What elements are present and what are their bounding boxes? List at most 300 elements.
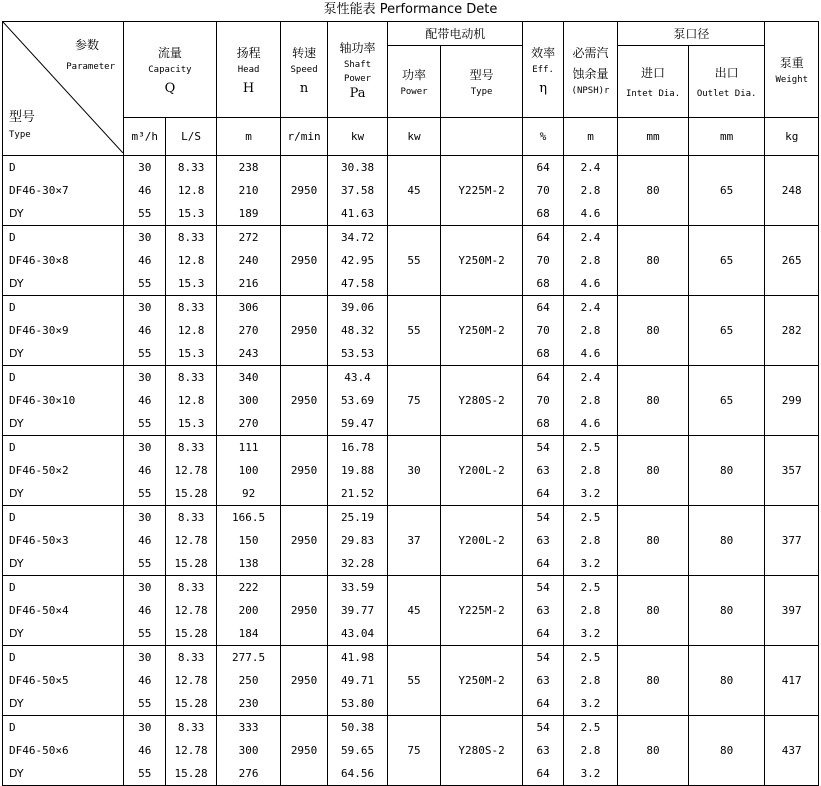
unit-weight: kg bbox=[765, 118, 819, 156]
eff-label-en: Eff. bbox=[532, 64, 554, 75]
shaft-power-header bbox=[327, 22, 388, 118]
capacity-m3h-cell bbox=[124, 506, 166, 576]
unit-outlet: mm bbox=[688, 118, 765, 156]
efficiency-cell-value: 54 bbox=[536, 581, 550, 594]
efficiency-cell-value: 64 bbox=[536, 627, 550, 640]
capacity-ls-cell-value: 15.28 bbox=[174, 767, 208, 780]
head-label-cn: 扬程 bbox=[236, 45, 261, 60]
efficiency-cell-value: 70 bbox=[536, 324, 550, 337]
capacity-ls-cell-value: 8.33 bbox=[177, 511, 205, 524]
capacity-m3h-cell-value: 30 bbox=[138, 441, 152, 454]
head-symbol: H bbox=[242, 80, 255, 96]
type-cell-value: DY bbox=[9, 487, 24, 500]
motor-power-cell: 55 bbox=[388, 226, 440, 296]
shaft-power-cell-value: 30.38 bbox=[340, 161, 375, 174]
motor-power-cell: 55 bbox=[388, 646, 440, 716]
motor-type-cell: Y200L-2 bbox=[440, 506, 523, 576]
speed-cell: 2950 bbox=[281, 716, 327, 786]
shaft-power-cell-value: 59.47 bbox=[340, 417, 375, 430]
capacity-m3h-cell-value: 55 bbox=[138, 487, 152, 500]
weight-cell: 397 bbox=[765, 576, 819, 646]
npsh-cell-value: 2.8 bbox=[580, 604, 601, 617]
speed-cell: 2950 bbox=[281, 156, 327, 226]
shaft-power-cell-value: 39.06 bbox=[340, 301, 375, 314]
npsh-cell-value: 4.6 bbox=[580, 417, 601, 430]
head-cell-value: 277.5 bbox=[232, 651, 266, 664]
shaft-power-cell-value: 33.59 bbox=[340, 581, 375, 594]
efficiency-cell-value: 64 bbox=[536, 697, 550, 710]
head-cell bbox=[216, 156, 281, 226]
table-row bbox=[3, 156, 819, 226]
shaft-label-cn: 轴功率 bbox=[339, 40, 376, 55]
shaft-power-cell-value: 41.98 bbox=[340, 651, 375, 664]
motor-power-cell: 75 bbox=[388, 716, 440, 786]
npsh-cell-value: 2.8 bbox=[580, 394, 601, 407]
header-row-1 bbox=[3, 22, 819, 46]
shaft-power-cell bbox=[327, 576, 388, 646]
efficiency-cell-value: 68 bbox=[536, 417, 550, 430]
type-cell bbox=[3, 366, 124, 436]
capacity-m3h-cell bbox=[124, 156, 166, 226]
weight-cell: 377 bbox=[765, 506, 819, 576]
type-label-cn: 型号 bbox=[9, 110, 36, 125]
npsh-cell-value: 2.4 bbox=[580, 301, 601, 314]
speed-header bbox=[281, 22, 327, 118]
table-title: 泵性能表 Performance Dete bbox=[323, 2, 498, 17]
capacity-ls-cell bbox=[166, 506, 216, 576]
npsh-cell-value: 2.4 bbox=[580, 371, 601, 384]
capacity-m3h-cell bbox=[124, 296, 166, 366]
inlet-cell: 80 bbox=[618, 156, 689, 226]
motor-power-label-en: Power bbox=[400, 87, 428, 97]
npsh-cell-value: 2.5 bbox=[580, 581, 601, 594]
head-cell bbox=[216, 366, 281, 436]
head-cell-value: 306 bbox=[238, 301, 259, 314]
type-cell bbox=[3, 226, 124, 296]
outlet-header bbox=[688, 46, 765, 118]
type-cell-value: DF46-50×4 bbox=[9, 604, 69, 617]
inlet-cell: 80 bbox=[618, 366, 689, 436]
table-row bbox=[3, 506, 819, 576]
npsh-cell-value: 2.5 bbox=[580, 511, 601, 524]
npsh-cell bbox=[563, 646, 617, 716]
capacity-ls-cell bbox=[166, 156, 216, 226]
parameter-label-en: Parameter bbox=[66, 62, 116, 72]
table-row bbox=[3, 436, 819, 506]
head-cell-value: 250 bbox=[238, 674, 259, 687]
npsh-cell bbox=[563, 576, 617, 646]
type-cell bbox=[3, 296, 124, 366]
type-cell bbox=[3, 506, 124, 576]
shaft-power-cell bbox=[327, 506, 388, 576]
table-row bbox=[3, 366, 819, 436]
motor-type-cell: Y225M-2 bbox=[440, 576, 523, 646]
capacity-m3h-cell-value: 46 bbox=[138, 324, 152, 337]
efficiency-cell-value: 63 bbox=[536, 534, 550, 547]
efficiency-cell-value: 64 bbox=[536, 231, 550, 244]
capacity-m3h-cell bbox=[124, 646, 166, 716]
capacity-m3h-cell-value: 55 bbox=[138, 417, 152, 430]
inlet-cell: 80 bbox=[618, 716, 689, 786]
head-cell-value: 272 bbox=[238, 231, 259, 244]
capacity-m3h-cell-value: 55 bbox=[138, 627, 152, 640]
shaft-power-cell-value: 64.56 bbox=[340, 767, 375, 780]
weight-cell: 437 bbox=[765, 716, 819, 786]
shaft-power-cell-value: 21.52 bbox=[340, 487, 375, 500]
type-cell-value: DY bbox=[9, 767, 24, 780]
weight-label-en: Weight bbox=[775, 75, 808, 85]
head-cell-value: 222 bbox=[238, 581, 259, 594]
capacity-ls-cell bbox=[166, 576, 216, 646]
head-cell-value: 243 bbox=[238, 347, 259, 360]
efficiency-cell-value: 54 bbox=[536, 441, 550, 454]
npsh-cell bbox=[563, 296, 617, 366]
npsh-cell-value: 3.2 bbox=[580, 767, 601, 780]
speed-cell: 2950 bbox=[281, 436, 327, 506]
efficiency-cell-value: 64 bbox=[536, 767, 550, 780]
head-cell-value: 230 bbox=[238, 697, 259, 710]
head-cell-value: 238 bbox=[238, 161, 259, 174]
outlet-label-cn: 出口 bbox=[714, 66, 739, 80]
motor-label-cn: 配带电动机 bbox=[425, 27, 486, 41]
capacity-m3h-cell-value: 55 bbox=[138, 767, 152, 780]
type-cell-value: DY bbox=[9, 347, 24, 360]
shaft-symbol: Pa bbox=[349, 85, 366, 101]
efficiency-cell-value: 70 bbox=[536, 254, 550, 267]
shaft-power-cell bbox=[327, 296, 388, 366]
unit-efficiency: % bbox=[523, 118, 563, 156]
head-cell-value: 270 bbox=[238, 417, 259, 430]
capacity-m3h-cell-value: 46 bbox=[138, 604, 152, 617]
motor-power-cell: 55 bbox=[388, 296, 440, 366]
capacity-ls-cell-value: 15.3 bbox=[177, 347, 205, 360]
unit-motor-type bbox=[440, 118, 523, 156]
shaft-power-cell-value: 59.65 bbox=[340, 744, 375, 757]
capacity-m3h-cell bbox=[124, 436, 166, 506]
npsh-cell-value: 3.2 bbox=[580, 557, 601, 570]
shaft-power-cell-value: 53.80 bbox=[340, 697, 375, 710]
outlet-cell: 65 bbox=[688, 296, 765, 366]
npsh-cell-value: 2.4 bbox=[580, 161, 601, 174]
npsh-cell-value: 2.8 bbox=[580, 184, 601, 197]
capacity-ls-cell-value: 12.78 bbox=[174, 604, 208, 617]
type-cell-value: DY bbox=[9, 697, 24, 710]
capacity-label-cn: 流量 bbox=[157, 45, 182, 60]
outlet-cell: 80 bbox=[688, 716, 765, 786]
speed-symbol: n bbox=[299, 80, 309, 96]
efficiency-cell-value: 64 bbox=[536, 371, 550, 384]
unit-head: m bbox=[216, 118, 281, 156]
type-cell-value: D bbox=[9, 581, 16, 594]
type-cell bbox=[3, 646, 124, 716]
capacity-ls-cell-value: 8.33 bbox=[177, 651, 205, 664]
type-cell-value: D bbox=[9, 161, 16, 174]
capacity-ls-cell-value: 15.3 bbox=[177, 417, 205, 430]
table-row bbox=[3, 296, 819, 366]
capacity-m3h-cell bbox=[124, 366, 166, 436]
motor-power-label-cn: 功率 bbox=[401, 68, 426, 82]
capacity-m3h-cell-value: 55 bbox=[138, 697, 152, 710]
head-cell-value: 166.5 bbox=[232, 511, 266, 524]
head-cell-value: 340 bbox=[238, 371, 259, 384]
speed-label-en: Speed bbox=[290, 64, 318, 75]
capacity-ls-cell-value: 15.28 bbox=[174, 697, 208, 710]
eff-symbol: η bbox=[539, 80, 547, 96]
efficiency-cell-value: 64 bbox=[536, 487, 550, 500]
capacity-m3h-cell-value: 30 bbox=[138, 371, 152, 384]
head-cell bbox=[216, 436, 281, 506]
bore-header bbox=[618, 22, 765, 46]
motor-type-cell: Y250M-2 bbox=[440, 296, 523, 366]
weight-cell: 282 bbox=[765, 296, 819, 366]
capacity-ls-cell-value: 15.3 bbox=[177, 277, 205, 290]
npsh-cell bbox=[563, 506, 617, 576]
npsh-cell bbox=[563, 156, 617, 226]
motor-power-cell: 45 bbox=[388, 156, 440, 226]
npsh-cell bbox=[563, 716, 617, 786]
capacity-m3h-cell-value: 46 bbox=[138, 744, 152, 757]
npsh-cell-value: 2.8 bbox=[580, 534, 601, 547]
head-cell-value: 240 bbox=[238, 254, 259, 267]
outlet-cell: 80 bbox=[688, 576, 765, 646]
type-cell-value: D bbox=[9, 511, 16, 524]
weight-cell: 248 bbox=[765, 156, 819, 226]
head-cell-value: 216 bbox=[238, 277, 259, 290]
inlet-cell: 80 bbox=[618, 436, 689, 506]
type-cell-value: D bbox=[9, 651, 16, 664]
capacity-m3h-cell bbox=[124, 716, 166, 786]
motor-type-cell: Y225M-2 bbox=[440, 156, 523, 226]
capacity-ls-cell-value: 8.33 bbox=[177, 161, 205, 174]
head-cell-value: 189 bbox=[238, 207, 259, 220]
capacity-m3h-cell-value: 55 bbox=[138, 277, 152, 290]
type-cell-value: DF46-30×8 bbox=[9, 254, 69, 267]
head-cell-value: 200 bbox=[238, 604, 259, 617]
shaft-power-cell-value: 43.04 bbox=[340, 627, 375, 640]
head-cell bbox=[216, 716, 281, 786]
inlet-cell: 80 bbox=[618, 296, 689, 366]
efficiency-cell bbox=[523, 436, 563, 506]
motor-header bbox=[388, 22, 523, 46]
shaft-power-cell-value: 53.53 bbox=[340, 347, 375, 360]
speed-cell: 2950 bbox=[281, 646, 327, 716]
efficiency-cell bbox=[523, 156, 563, 226]
efficiency-cell-value: 64 bbox=[536, 161, 550, 174]
npsh-header bbox=[563, 22, 617, 118]
efficiency-header bbox=[523, 22, 563, 118]
efficiency-cell-value: 63 bbox=[536, 674, 550, 687]
outlet-cell: 65 bbox=[688, 226, 765, 296]
capacity-ls-cell-value: 12.78 bbox=[174, 744, 208, 757]
capacity-ls-cell-value: 12.78 bbox=[174, 534, 208, 547]
capacity-ls-cell bbox=[166, 436, 216, 506]
type-cell-value: DY bbox=[9, 417, 24, 430]
capacity-label-en: Capacity bbox=[148, 64, 192, 75]
capacity-ls-cell-value: 15.28 bbox=[174, 557, 208, 570]
capacity-ls-cell-value: 12.8 bbox=[177, 324, 205, 337]
motor-power-cell: 30 bbox=[388, 436, 440, 506]
capacity-ls-cell-value: 8.33 bbox=[177, 441, 205, 454]
outlet-cell: 80 bbox=[688, 646, 765, 716]
capacity-ls-cell bbox=[166, 646, 216, 716]
efficiency-cell bbox=[523, 226, 563, 296]
npsh-label-en: (NPSH)r bbox=[571, 85, 610, 96]
units-row bbox=[3, 118, 819, 156]
type-cell-value: DY bbox=[9, 207, 24, 220]
capacity-m3h-cell-value: 46 bbox=[138, 254, 152, 267]
motor-power-cell: 37 bbox=[388, 506, 440, 576]
shaft-power-cell-value: 25.19 bbox=[340, 511, 375, 524]
weight-cell: 417 bbox=[765, 646, 819, 716]
inlet-cell: 80 bbox=[618, 226, 689, 296]
type-cell-value: D bbox=[9, 371, 16, 384]
capacity-ls-cell bbox=[166, 366, 216, 436]
type-cell-value: DF46-50×6 bbox=[9, 744, 69, 757]
capacity-ls-cell-value: 8.33 bbox=[177, 721, 205, 734]
unit-speed: r/min bbox=[281, 118, 327, 156]
inlet-label-en: Intet Dia. bbox=[625, 89, 681, 99]
table-row bbox=[3, 716, 819, 786]
motor-power-header bbox=[388, 46, 440, 118]
efficiency-cell bbox=[523, 646, 563, 716]
shaft-label-en-2: Power bbox=[343, 73, 372, 84]
type-label-en: Type bbox=[9, 130, 31, 140]
capacity-m3h-cell-value: 46 bbox=[138, 534, 152, 547]
efficiency-cell-value: 54 bbox=[536, 651, 550, 664]
shaft-power-cell-value: 50.38 bbox=[340, 721, 375, 734]
shaft-power-cell bbox=[327, 436, 388, 506]
npsh-cell-value: 2.5 bbox=[580, 441, 601, 454]
capacity-ls-cell-value: 15.28 bbox=[174, 487, 208, 500]
shaft-power-cell bbox=[327, 366, 388, 436]
shaft-power-cell-value: 29.83 bbox=[340, 534, 375, 547]
npsh-cell-value: 3.2 bbox=[580, 627, 601, 640]
npsh-cell-value: 2.4 bbox=[580, 231, 601, 244]
motor-type-label-cn: 型号 bbox=[469, 68, 494, 82]
capacity-m3h-cell-value: 55 bbox=[138, 347, 152, 360]
capacity-m3h-cell-value: 46 bbox=[138, 464, 152, 477]
capacity-m3h-cell-value: 30 bbox=[138, 301, 152, 314]
outlet-label-en: Outlet Dia. bbox=[696, 89, 757, 99]
speed-cell: 2950 bbox=[281, 506, 327, 576]
motor-type-cell: Y280S-2 bbox=[440, 366, 523, 436]
capacity-m3h-cell-value: 30 bbox=[138, 161, 152, 174]
type-cell-value: DY bbox=[9, 627, 24, 640]
type-cell bbox=[3, 436, 124, 506]
capacity-ls-cell-value: 12.78 bbox=[174, 464, 208, 477]
speed-cell: 2950 bbox=[281, 366, 327, 436]
motor-power-cell: 75 bbox=[388, 366, 440, 436]
head-cell-value: 150 bbox=[238, 534, 259, 547]
head-cell-value: 270 bbox=[238, 324, 259, 337]
eff-label-cn: 效率 bbox=[531, 45, 556, 60]
npsh-cell-value: 2.8 bbox=[580, 674, 601, 687]
shaft-power-cell-value: 53.69 bbox=[340, 394, 375, 407]
capacity-ls-cell-value: 8.33 bbox=[177, 581, 205, 594]
npsh-cell-value: 4.6 bbox=[580, 207, 601, 220]
shaft-power-cell-value: 39.77 bbox=[340, 604, 375, 617]
shaft-power-cell-value: 32.28 bbox=[340, 557, 375, 570]
efficiency-cell-value: 63 bbox=[536, 464, 550, 477]
inlet-cell: 80 bbox=[618, 576, 689, 646]
efficiency-cell bbox=[523, 296, 563, 366]
shaft-label-en-1: Shaft bbox=[343, 59, 372, 70]
npsh-cell bbox=[563, 436, 617, 506]
weight-header bbox=[765, 22, 819, 118]
head-cell-value: 300 bbox=[238, 394, 259, 407]
motor-type-header bbox=[440, 46, 523, 118]
motor-type-label-en: Type bbox=[470, 87, 493, 97]
efficiency-cell bbox=[523, 716, 563, 786]
type-cell-value: DY bbox=[9, 557, 24, 570]
outlet-cell: 65 bbox=[688, 366, 765, 436]
inlet-header bbox=[618, 46, 689, 118]
shaft-power-cell-value: 49.71 bbox=[340, 674, 375, 687]
unit-motor-power: kw bbox=[388, 118, 440, 156]
parameter-label-cn: 参数 bbox=[75, 38, 100, 52]
capacity-header bbox=[124, 22, 217, 118]
motor-type-cell: Y250M-2 bbox=[440, 646, 523, 716]
npsh-label-cn-1: 必需汽 bbox=[572, 45, 609, 60]
speed-cell: 2950 bbox=[281, 576, 327, 646]
motor-type-cell: Y250M-2 bbox=[440, 226, 523, 296]
shaft-power-cell bbox=[327, 156, 388, 226]
motor-type-cell: Y280S-2 bbox=[440, 716, 523, 786]
npsh-cell-value: 4.6 bbox=[580, 347, 601, 360]
unit-capacity-m3h: m³/h bbox=[124, 118, 166, 156]
capacity-ls-cell-value: 12.8 bbox=[177, 394, 205, 407]
weight-cell: 265 bbox=[765, 226, 819, 296]
type-cell bbox=[3, 156, 124, 226]
outlet-cell: 65 bbox=[688, 156, 765, 226]
efficiency-cell bbox=[523, 506, 563, 576]
head-cell-value: 100 bbox=[238, 464, 259, 477]
weight-cell: 357 bbox=[765, 436, 819, 506]
shaft-power-cell bbox=[327, 716, 388, 786]
shaft-power-cell-value: 43.4 bbox=[344, 371, 371, 384]
efficiency-cell-value: 64 bbox=[536, 557, 550, 570]
efficiency-cell-value: 64 bbox=[536, 301, 550, 314]
table-row bbox=[3, 226, 819, 296]
head-cell-value: 111 bbox=[238, 441, 259, 454]
npsh-cell-value: 3.2 bbox=[580, 697, 601, 710]
head-cell-value: 333 bbox=[238, 721, 259, 734]
head-cell-value: 138 bbox=[238, 557, 259, 570]
capacity-m3h-cell-value: 30 bbox=[138, 651, 152, 664]
capacity-m3h-cell bbox=[124, 226, 166, 296]
capacity-m3h-cell-value: 46 bbox=[138, 394, 152, 407]
shaft-power-cell-value: 41.63 bbox=[340, 207, 375, 220]
efficiency-cell-value: 68 bbox=[536, 347, 550, 360]
capacity-symbol: Q bbox=[164, 80, 176, 96]
type-cell bbox=[3, 576, 124, 646]
shaft-power-cell bbox=[327, 646, 388, 716]
unit-shaft-power: kw bbox=[327, 118, 388, 156]
npsh-label-cn-2: 蚀余量 bbox=[572, 66, 609, 81]
capacity-m3h-cell-value: 30 bbox=[138, 231, 152, 244]
efficiency-cell-value: 63 bbox=[536, 744, 550, 757]
outlet-cell: 80 bbox=[688, 506, 765, 576]
efficiency-cell bbox=[523, 366, 563, 436]
shaft-power-cell-value: 42.95 bbox=[340, 254, 375, 267]
unit-capacity-ls: L/S bbox=[166, 118, 216, 156]
capacity-ls-cell-value: 12.8 bbox=[177, 184, 205, 197]
efficiency-cell-value: 54 bbox=[536, 511, 550, 524]
head-cell-value: 184 bbox=[238, 627, 259, 640]
speed-cell: 2950 bbox=[281, 226, 327, 296]
type-cell-value: DF46-50×5 bbox=[9, 674, 69, 687]
capacity-m3h-cell bbox=[124, 576, 166, 646]
